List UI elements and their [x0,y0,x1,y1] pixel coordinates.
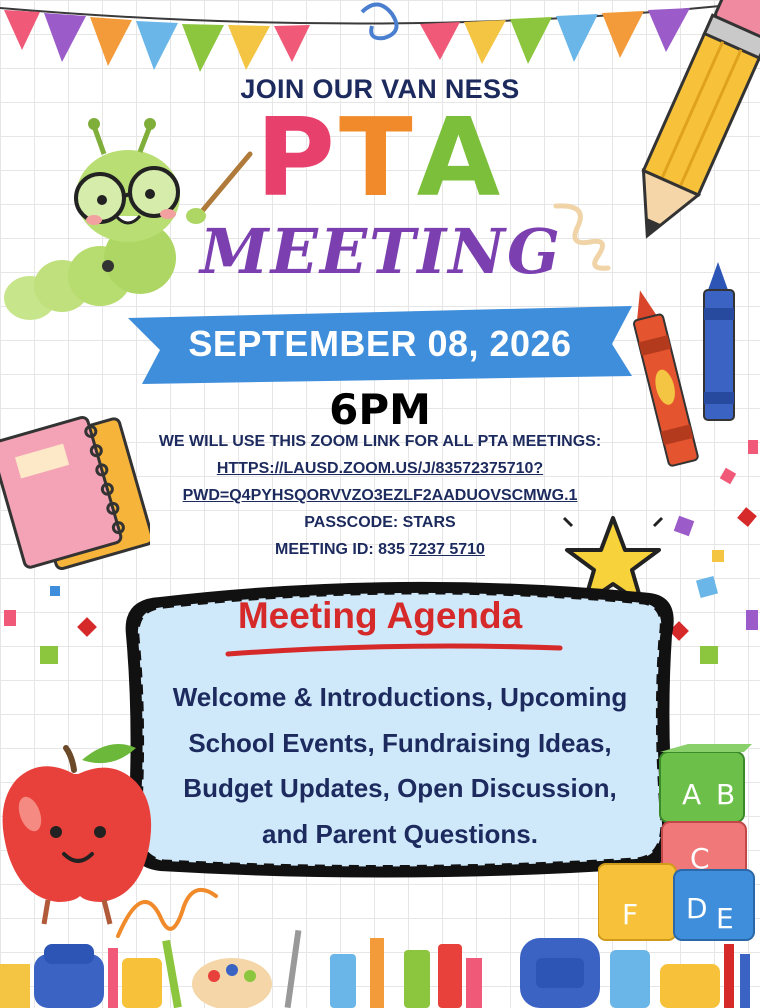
zoom-intro-text: WE WILL USE THIS ZOOM LINK FOR ALL PTA MEETINGS: [158,433,602,450]
block-letter-a: A [682,778,702,811]
meeting-title: MEETING [200,215,562,288]
agenda-title: Meeting Agenda [237,595,523,636]
block-letter-d: D [686,892,708,925]
event-time: 6PM [329,385,431,434]
pta-letter-t: T [338,96,417,221]
meeting-id-prefix: MEETING ID: 835 [275,541,410,558]
school-supplies-illustration [0,924,760,1008]
agenda-line: School Events, Fundraising Ideas, [188,727,612,758]
agenda-body [130,675,670,857]
pta-letter-a: A [416,96,505,221]
zoom-meeting-id [110,539,650,561]
block-letter-c: C [690,842,710,875]
pta-title [250,96,510,221]
event-date: SEPTEMBER 08, 2026 [188,323,572,364]
block-letter-e: E [716,902,734,935]
pencil-illustration [620,0,760,260]
zoom-link-line-2[interactable] [110,485,650,507]
agenda-line: Budget Updates, Open Discussion, [183,773,617,803]
join-heading: JOIN OUR VAN NESS [240,74,520,104]
meeting-id-number[interactable]: 7237 5710 [409,541,485,558]
agenda-line: Welcome & Introductions, Upcoming [172,682,628,712]
pta-letter-p: P [255,96,339,221]
letter-blocks-illustration [598,744,760,944]
block-letter-b: B [716,778,736,811]
zoom-passcode: PASSCODE: STARS [304,514,456,531]
agenda-underline [224,640,564,660]
agenda-line: and Parent Questions. [262,818,538,849]
zoom-link-part-2[interactable]: PWD=Q4PYHSQORVVZO3EZLF2AADUOVSCMWG.1 [182,487,578,504]
zoom-link-line-1[interactable] [110,458,650,480]
block-letter-f: F [622,898,639,931]
zoom-link-part-1[interactable]: HTTPS://LAUSD.ZOOM.US/J/83572375710? [216,460,544,477]
